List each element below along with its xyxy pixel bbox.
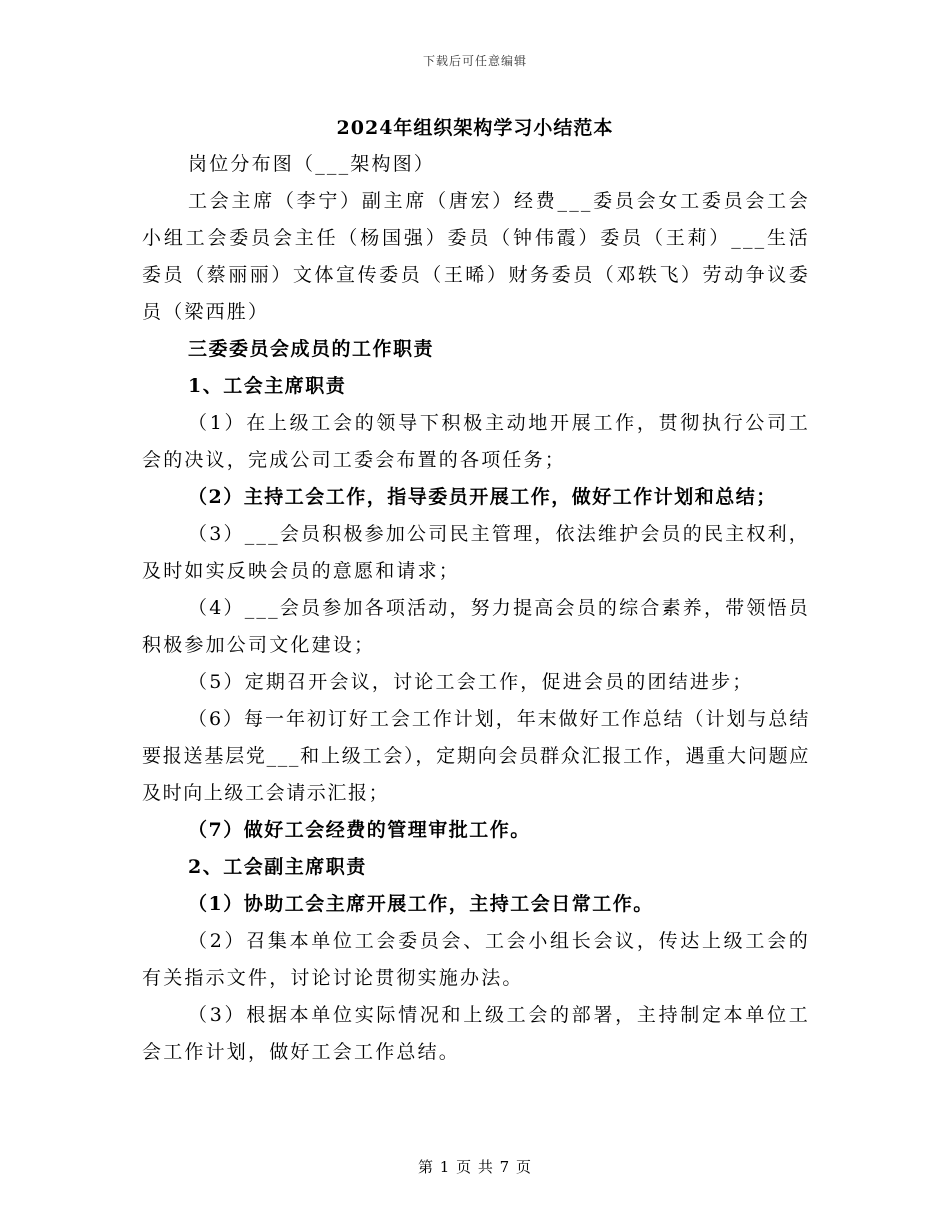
list-item-chair-3: （3）___会员积极参加公司民主管理，依法维护会员的民主权利，及时如实反映会员的意愿和请求；: [142, 523, 810, 582]
list-item-chair-6: （6）每一年初订好工会工作计划，年末做好工作总结（计划与总结要报送基层党___和上级工会），定期向会员群众汇报工作，遇重大问题应及时向上级工会请示汇报；: [142, 708, 810, 804]
list-item-chair-7: （7）做好工会经费的管理审批工作。: [188, 819, 531, 841]
document-body: [142, 146, 810, 1071]
section-heading-chair: 1、工会主席职责: [188, 375, 347, 397]
paragraph-org-members: 工会主席（李宁）副主席（唐宏）经费___委员会女工委员会工会小组工会委员会主任（杨国强）委员（钟伟霞）委员（王莉）___生活委员（蔡丽丽）文体宣传委员（王晞）财务委员（邓轶飞）劳动争议委员（梁西胜）: [142, 190, 810, 323]
list-item-vice-chair-3: （3）根据本单位实际情况和上级工会的部署，主持制定本单位工会工作计划，做好工会工作总结。: [142, 1004, 810, 1063]
list-item-chair-4: （4）___会员参加各项活动，努力提高会员的综合素养，带领悟员积极参加公司文化建设；: [142, 597, 810, 656]
paragraph-org-chart-label: 岗位分布图（___架构图）: [188, 153, 436, 175]
list-item-chair-2: （2）主持工会工作，指导委员开展工作，做好工作计划和总结；: [188, 486, 777, 508]
list-item-vice-chair-1: （1）协助工会主席开展工作，主持工会日常工作。: [188, 893, 654, 915]
section-heading-vice-chair: 2、工会副主席职责: [188, 856, 367, 878]
list-item-chair-5: （5）定期召开会议，讨论工会工作，促进会员的团结进步；: [188, 671, 754, 693]
section-heading-duties: 三委委员会成员的工作职责: [188, 338, 435, 360]
list-item-vice-chair-2: （2）召集本单位工会委员会、工会小组长会议，传达上级工会的有关指示文件，讨论讨论贯彻实施办法。: [142, 930, 810, 989]
page-number: 第 1 页 共 7 页: [418, 1158, 532, 1176]
list-item-chair-1: （1）在上级工会的领导下积极主动地开展工作，贯彻执行公司工会的决议，完成公司工委会布置的各项任务；: [142, 412, 810, 471]
document-title: 2024年组织架构学习小结范本: [336, 117, 614, 139]
header-note: 下载后可任意编辑: [422, 54, 527, 68]
